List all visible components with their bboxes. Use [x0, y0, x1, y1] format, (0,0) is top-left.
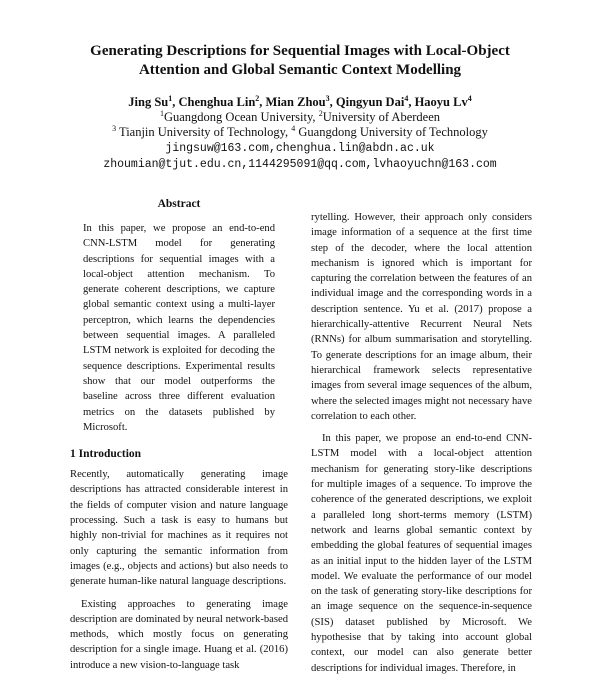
- author-affiliation-mark: 3: [325, 93, 330, 103]
- emails-line-1: jingsuw@163.com,chenghua.lin@abdn.ac.uk: [165, 142, 435, 155]
- emails-line-2: zhoumian@tjut.edu.cn,1144295091@qq.com,lvhaoyuchn@163.com: [103, 158, 497, 171]
- author-affiliation-mark: 1: [168, 93, 173, 103]
- section-heading-introduction: 1 Introduction: [70, 448, 142, 461]
- affiliation: Guangdong University of Technology: [295, 125, 488, 139]
- affiliation-mark: 2: [318, 108, 323, 118]
- author-list: Jing Su$^1$, Chenghua Lin$^2$, Mian Zhou$^3$, Qingyun Dai$^4$, Haoyu Lv$^4$: [128, 93, 472, 109]
- title-line-2: Attention and Global Semantic Context Modelling: [138, 62, 462, 78]
- author-name: Haoyu Lv: [414, 95, 468, 109]
- intro-paragraph-3: In this paper, we propose an end-to-end CNN-LSTM model with a local-object attention mechanism for generating story-like descriptions for multiple images of a sequence. To improve the coherence of the generated descriptions, we exploit a paralleled long short-terms memory (LSTM) network and learns global semantic context by embedding the global features of sequential images as an initial input to the hidden layer of the LSTM model. We evaluate the performance of our model on the task of generating story-like descriptions for an image sequence on the sequence-in-sequence (SIS) dataset published by Microsoft. We hypothesise that by taking into account global context, our model can also generate better descriptions for individual images. Therefore, in: [311, 433, 532, 674]
- author-name: Qingyun Dai: [335, 95, 405, 109]
- paper-title: [60, 42, 540, 80]
- affiliation-mark: 1: [159, 108, 164, 118]
- intro-paragraph-1: Recently, automatically generating image descriptions has attracted considerable interest in the fields of computer vision and nature language processing. Such a task is easy to humans but highly non-trivial for machines as it requires not only capturing the semantic information from images (e.g., objects and actions) but also needs to generate human-like natural language descriptions.: [70, 469, 288, 588]
- author-affiliation-mark: 4: [467, 93, 472, 103]
- abstract-heading: Abstract: [157, 198, 201, 210]
- author-affiliation-mark: 4: [404, 93, 409, 103]
- affiliation: Tianjin University of Technology,: [116, 125, 292, 139]
- affiliation-mark: 4: [291, 123, 296, 133]
- author-name: Mian Zhou: [265, 95, 326, 109]
- abstract-text: In this paper, we propose an end-to-end CNN-LSTM model for generating descriptions for sequential images with a local-object attention mechanism. To generate coherent descriptions, we capture global semantic context using a multi-layer perceptron, which learns the dependencies between sequential images. A paralleled LSTM network is exploited for decoding the sequence descriptions. Experimental results show that our model outperforms the baseline across three different evaluation metrics on the datasets published by Microsoft.: [83, 223, 275, 433]
- title-line-1: Generating Descriptions for Sequential Images with Local-Object: [90, 43, 510, 59]
- intro-paragraph-continued: rytelling. However, their approach only considers image information of a sequence at the first time step of the decoder, where the local attention mechanism is ignored which is important for capturing the correlation between the features of an individual image and the corresponding words in a description sentence. Yu et al. (2017) propose a hierarchically-attentive Recurrent Neural Nets (RNNs) for album summarisation and storytelling. To generate descriptions for an image album, their hierarchical framework selects representative images from several image sequences of the album, where the selected images might not necessary have correlation to each other.: [311, 212, 532, 422]
- affiliations-line-1: [60, 110, 540, 125]
- author-name: Chenghua Lin: [178, 95, 256, 109]
- author-affiliation-mark: 2: [255, 93, 260, 103]
- affiliation: University of Aberdeen: [322, 110, 441, 124]
- author-name: Jing Su: [128, 95, 169, 109]
- affiliation: Guangdong Ocean University,: [163, 110, 319, 124]
- affiliation-mark: 3: [112, 123, 117, 133]
- intro-paragraph-2: Existing approaches to generating image description are dominated by neural network-based methods, which mostly focus on generating description for a single image. Huang et al. (2016) introduce a new vision-to-language task: [70, 598, 288, 671]
- abstract-body: [70, 221, 288, 435]
- affiliations-line-2: [60, 125, 540, 140]
- left-column: [70, 198, 288, 673]
- right-column: [311, 210, 532, 676]
